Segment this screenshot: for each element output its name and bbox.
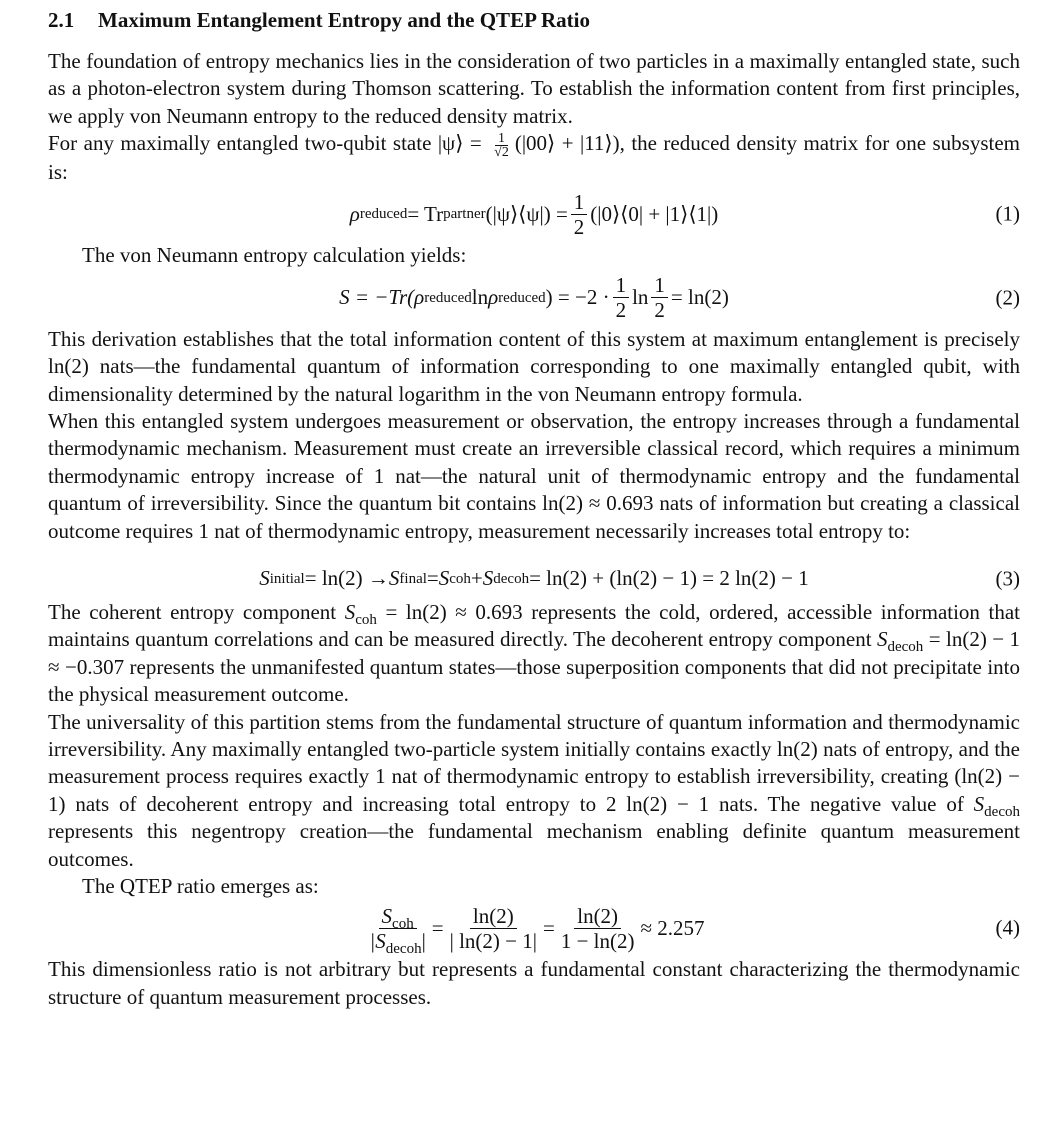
eq3-s4: S [482,566,494,591]
eq3-s2: S [388,566,400,591]
equation-4 [48,900,1020,956]
document-page [48,6,1020,1011]
para7-b: represents this negentropy creation—the fundamental mechanism enabling definite quantum measurement outcomes. [48,819,1020,871]
eq4-f2-den: | ln(2) − 1| [449,928,537,953]
eq4-fraction-2 [447,904,540,953]
para6-c: = ln(2) − 1 ≈ −0.307 represents the unmanifested quantum states—those superposition components that did not precipitate into the physical measurement outcome. [48,627,1020,707]
eq3-t3: + [470,566,483,591]
eq4-fraction-3 [558,904,638,953]
eq4-f3-num: ln(2) [574,904,621,929]
eq4-f1-num [379,903,417,932]
eq4-f2-num: ln(2) [470,904,517,929]
para7-s-sub: decoh [984,803,1020,820]
paragraph-dimensionless: This dimensionless ratio is not arbitrary but represents a fundamental constant characterizing the thermodynamic structure of quantum measurement processes. [48,957,1020,1009]
eq2-fraction-2 [651,273,668,322]
paragraph-foundation: The foundation of entropy mechanics lies in the consideration of two particles in a maximally entangled state, such as a photon-electron system during Thomson scattering. To establish the information content from first principles, we apply von Neumann entropy to the reduced density matrix. [48,49,1020,128]
para6-s2: S [876,627,888,652]
paragraph-measurement: When this entangled system undergoes measurement or observation, the entropy increases through a fundamental thermodynamic mechanism. Measurement must create an irreversible classical record, which requires a minimum thermodynamic entropy increase of 1 nat—the natural unit of thermodynamic entropy and the fundamental quantum of irreversibility. Since the quantum bit contains ln(2) ≈ 0.693 nats of information but creating a classical outcome requires 1 nat of thermodynamic entropy, measurement necessarily increases total entropy to: [48,408,1020,543]
inline-fraction [491,132,512,159]
para7-a: The universality of this partition stems from the fundamental structure of quantum information and thermodynamic irreversibility. Any maximally entangled two-particle system initially contains exactly ln(2) nats of entropy, and the measurement process requires exactly 1 nat of thermodynamic entropy to establish irreversibility, creating (ln(2) − 1) nats of decoherent entropy and increasing total entropy to 2 ln(2) − 1 nats. The negative value of [48,709,1020,816]
para6-b: = ln(2) ≈ 0.693 represents the cold, ordered, accessible information that maintains quantum correlations and can be measured directly. The decoherent entropy component [48,599,1020,652]
para2-text-b: (|00⟩ + |11⟩), the reduced density matrix for one subsystem is: [48,131,1020,184]
para6-s1: S [344,599,356,624]
eq4-abs-close: | [421,928,426,953]
section-title: Maximum Entanglement Entropy and the QTEP Ratio [98,8,590,32]
eq3-s1: S [259,566,270,591]
equation-number: (4) [995,915,1020,940]
eq4-f3-den: 1 − ln(2) [560,928,635,953]
frac-numerator: 1 [495,132,508,146]
section-heading [48,6,1020,34]
paragraph-universality [48,709,1020,873]
paragraph-qtep-intro: The QTEP ratio emerges as: [82,874,319,899]
eq2-f2-num: 1 [651,273,668,298]
eq2-rho1: ρ [414,285,425,310]
eq1-rho: ρ [349,201,360,226]
para2-text-a: For any maximally entangled two-qubit state |ψ⟩ = [48,131,489,156]
eq1-mid: (|ψ⟩⟨ψ|) = [485,201,568,226]
spacer [48,545,1020,559]
eq2-part1: S = −Tr( [339,285,415,310]
eq2-part3: = ln(2) [670,285,729,310]
eq3-t2: = [426,566,439,591]
paragraph-two-qubit-state [48,130,1020,186]
eq2-ln: ln [471,285,489,310]
eq4-f1-den [366,928,428,957]
equation-number: (3) [995,566,1020,591]
equation-number: (2) [995,285,1020,310]
eq3-s3: S [438,566,450,591]
para6-s1-sub: coh [355,611,377,628]
paragraph-derivation: This derivation establishes that the total information content of this system at maximum entanglement is precisely ln(2) nats—the fundamental quantum of information corresponding to one maximally entangled qubit, with dimensionality determined by the natural logarithm in the von Neumann entropy formula. [48,326,1020,406]
eq3-t4: = ln(2) + (ln(2) − 1) = 2 ln(2) − 1 [529,566,809,591]
eq2-f1-den: 2 [615,298,627,323]
eq4-s-decoh: |S [369,928,386,953]
frac-denominator: √2 [494,144,509,160]
equation-number: (1) [995,201,1020,226]
para7-s: S [973,791,985,816]
equation-2: S = −Tr( ρ reduced ln ρ reduced ) = −2 · $\frac{1}{2}$ ln $\frac{1}{2}$ = ln(2) (2) [339,273,1020,323]
eq2-rho2: ρ [488,285,499,310]
equation-1: ρ reduced = Tr partner (|ψ⟩⟨ψ|) = $\frac{1}{2}$ (|0⟩⟨0| + |1⟩⟨1|) (1) [349,189,1020,239]
eq2-f1-num: 1 [613,273,630,298]
eq4-approx: ≈ 2.257 [640,915,705,940]
eq1-rhs: (|0⟩⟨0| + |1⟩⟨1|) [590,201,719,226]
paragraph-von-neumann: The von Neumann entropy calculation yields: [82,243,467,268]
eq4-sub-decoh: decoh [385,940,422,957]
eq2-ln2: ln [632,285,649,310]
eq4-s-coh: S [381,903,393,928]
paragraph-coherent-component [48,599,1020,709]
eq3-t1: = ln(2) → [304,566,389,591]
eq4-equals-a: = [431,915,444,940]
eq4-equals-b: = [542,915,555,940]
eq2-f2-den: 2 [654,298,665,323]
section-number: 2.1 [48,8,75,32]
eq1-frac-num: 1 [571,190,588,215]
eq2-fraction-1 [613,273,630,322]
eq1-frac-den: 2 [573,214,585,239]
eq4-sub-coh: coh [392,915,414,932]
eq1-tr: = Tr [407,201,444,226]
para6-a: The coherent entropy component [48,599,345,624]
eq4-fraction-1 [366,903,428,957]
para6-s2-sub: decoh [887,639,924,656]
eq2-part2: ) = −2 · [545,285,610,310]
eq1-fraction [571,190,588,239]
equation-3: S initial = ln(2) → S final = S coh + S decoh = ln(2) + (ln(2) − 1) = 2 ln(2) − 1 (3) [48,559,1020,599]
